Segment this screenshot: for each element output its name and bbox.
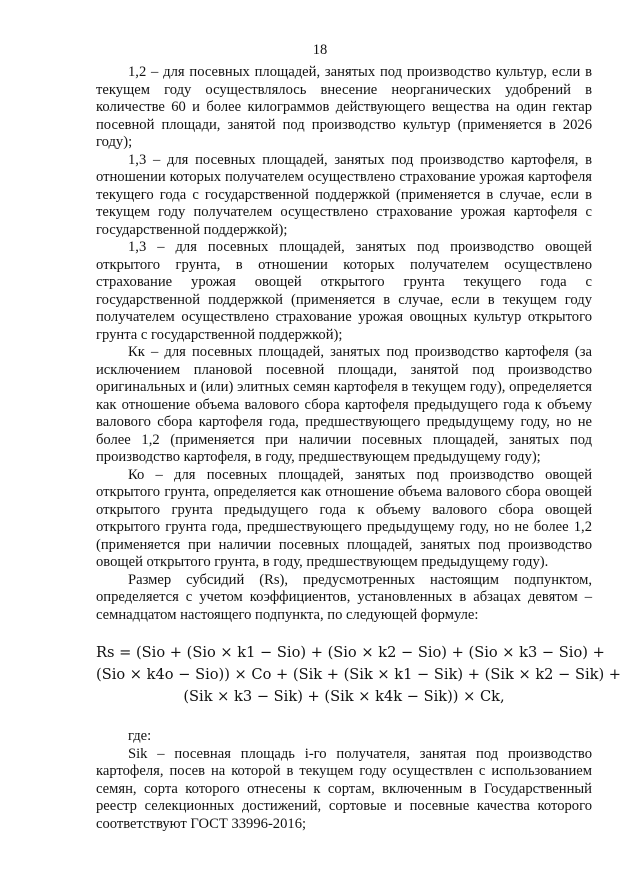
formula-line: (Sik × k3 − Sik) + (Sik × k4k − Sik)) × Ck, [183,688,505,705]
paragraph-where: где: [128,728,152,744]
paragraph-coefficient-vegetable-insurance: 1,3 – для посевных площадей, занятых под производство овощей открытого грунта, в отношении которых получателем осуществлено страхование урожая овощей открытого грунта текущего года с государственной поддержкой (применяется в случае, если в текущем году получателем осуществлено страхование урожая овощных культур открытого грунта с государственной поддержкой); [96,239,592,343]
formula-line: Rs = (Sio + (Sio × k1 − Sio) + (Sio × k2 − Sio) + (Sio × k3 − Sio) + [96,644,605,661]
paragraph-definition-sik: Sik – посевная площадь i-го получателя, занятая под производство картофеля, посев на которой в текущем году осуществлен с использованием семян, сорта которого отнесены к сортам, включенным в Государственный реестр селекционных достижений, сортовые и посевные качества которого соответствуют ГОСТ 33996-2016; [96,745,592,832]
document-body [96,64,622,833]
paragraph-coefficient-kk: Кк – для посевных площадей, занятых под производство картофеля (за исключением плановой посевной площади, занятой под производство оригинальных и (или) элитных семян картофеля в текущем году), определяется как отношение объема валового сбора картофеля предыдущего года к объему валового сбора картофеля года, предшествующего предыдущему году, но не более 1,2 (применяется при наличии посевных площадей, занятых под производство картофеля, в году, предшествующем предыдущему году); [96,344,592,465]
formula-line: (Sio × k4o − Sio)) × Co + (Sik + (Sik × k1 − Sik) + (Sik × k2 − Sik) + [96,666,622,683]
paragraph-coefficient-fertilizer: 1,2 – для посевных площадей, занятых под производство культур, если в текущем году осуществлялось внесение неорганических удобрений в количестве 60 и более килограммов действующего вещества на один гектар посевной площади, занятой под производство культур (применяется в 2026 году); [96,64,592,150]
paragraph-coefficient-potato-insurance: 1,3 – для посевных площадей, занятых под производство картофеля, в отношении которых получателем осуществлено страхование урожая картофеля текущего года с государственной поддержкой (применяется в случае, если в текущем году получателем осуществлено страхование урожая картофеля с государственной поддержкой); [96,151,592,238]
paragraph-subsidy-size: Размер субсидий (Rs), предусмотренных настоящим подпунктом, определяется с учетом коэффициентов, установленных в абзацах девятом – семнадцатом настоящего подпункта, по следующей формуле: [96,571,592,623]
subsidy-formula [96,642,622,708]
page-number: 18 [312,42,328,58]
paragraph-coefficient-ko: Ко – для посевных площадей, занятых под производство овощей открытого грунта, определяется как отношение объема валового сбора овощей открытого грунта предыдущего года к объему валового сбора овощей открытого грунта года, предшествующего предыдущему году, но не более 1,2 (применяется при наличии посевных площадей, занятых под производство овощей открытого грунта, в году, предшествующем предыдущему году). [96,466,592,570]
